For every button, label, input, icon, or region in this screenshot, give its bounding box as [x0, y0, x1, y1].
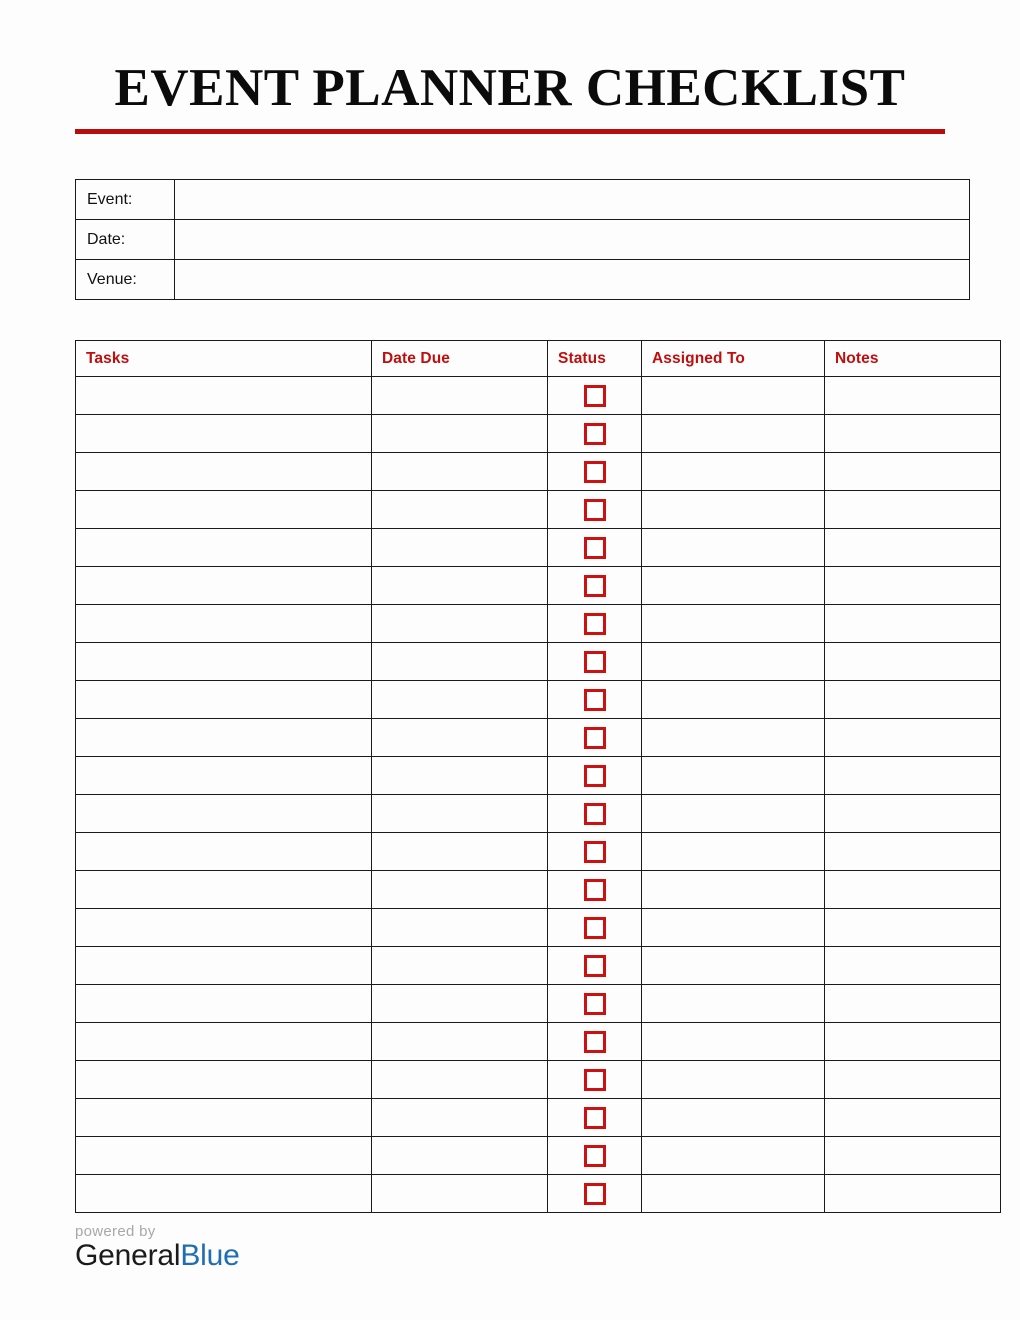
- page-title: EVENT PLANNER CHECKLIST: [114, 59, 906, 117]
- status-cell[interactable]: [548, 833, 642, 871]
- status-cell[interactable]: [548, 453, 642, 491]
- date-due-cell[interactable]: [372, 643, 548, 681]
- table-row: [76, 643, 1001, 681]
- notes-cell[interactable]: [825, 1137, 1001, 1175]
- date-due-cell[interactable]: [372, 795, 548, 833]
- task-cell[interactable]: [76, 377, 372, 415]
- table-row: [76, 795, 1001, 833]
- table-row: [76, 1137, 1001, 1175]
- task-cell[interactable]: [76, 909, 372, 947]
- status-checkbox[interactable]: [584, 499, 606, 521]
- date-due-cell[interactable]: [372, 529, 548, 567]
- status-checkbox[interactable]: [584, 917, 606, 939]
- column-header-status: Status: [548, 341, 642, 377]
- notes-cell[interactable]: [825, 909, 1001, 947]
- status-checkbox[interactable]: [584, 803, 606, 825]
- table-row: [76, 605, 1001, 643]
- date-due-cell[interactable]: [372, 567, 548, 605]
- notes-cell[interactable]: [825, 453, 1001, 491]
- assigned-to-cell[interactable]: [642, 377, 825, 415]
- status-checkbox[interactable]: [584, 651, 606, 673]
- status-checkbox[interactable]: [584, 841, 606, 863]
- task-cell[interactable]: [76, 1175, 372, 1213]
- date-due-cell[interactable]: [372, 1099, 548, 1137]
- status-cell[interactable]: [548, 377, 642, 415]
- title-block: [75, 0, 945, 134]
- task-cell[interactable]: [76, 1061, 372, 1099]
- task-cell[interactable]: [76, 1023, 372, 1061]
- status-cell[interactable]: [548, 719, 642, 757]
- notes-cell[interactable]: [825, 757, 1001, 795]
- notes-cell[interactable]: [825, 529, 1001, 567]
- task-cell[interactable]: [76, 1099, 372, 1137]
- brand-name-secondary: Blue: [180, 1239, 240, 1272]
- task-cell[interactable]: [76, 491, 372, 529]
- checklist-table: [75, 340, 1001, 1213]
- assigned-to-cell[interactable]: [642, 985, 825, 1023]
- table-row: [76, 909, 1001, 947]
- table-row: [76, 947, 1001, 985]
- status-checkbox[interactable]: [584, 1107, 606, 1129]
- assigned-to-cell[interactable]: [642, 757, 825, 795]
- date-due-cell[interactable]: [372, 909, 548, 947]
- status-cell[interactable]: [548, 795, 642, 833]
- status-checkbox[interactable]: [584, 765, 606, 787]
- task-cell[interactable]: [76, 947, 372, 985]
- table-row: [76, 491, 1001, 529]
- status-cell[interactable]: [548, 1023, 642, 1061]
- status-checkbox[interactable]: [584, 613, 606, 635]
- notes-cell[interactable]: [825, 491, 1001, 529]
- status-checkbox[interactable]: [584, 727, 606, 749]
- task-cell[interactable]: [76, 871, 372, 909]
- event-info-label: Venue:: [76, 260, 175, 300]
- assigned-to-cell[interactable]: [642, 491, 825, 529]
- notes-cell[interactable]: [825, 947, 1001, 985]
- notes-cell[interactable]: [825, 985, 1001, 1023]
- event-info-row: [76, 180, 970, 220]
- status-cell[interactable]: [548, 909, 642, 947]
- date-due-cell[interactable]: [372, 491, 548, 529]
- date-due-cell[interactable]: [372, 605, 548, 643]
- assigned-to-cell[interactable]: [642, 453, 825, 491]
- date-due-cell[interactable]: [372, 871, 548, 909]
- table-row: [76, 681, 1001, 719]
- status-cell[interactable]: [548, 605, 642, 643]
- event-info-label: Date:: [76, 220, 175, 260]
- status-checkbox[interactable]: [584, 575, 606, 597]
- status-cell[interactable]: [548, 415, 642, 453]
- powered-by-label: powered by: [75, 1223, 156, 1240]
- task-cell[interactable]: [76, 529, 372, 567]
- date-due-cell[interactable]: [372, 833, 548, 871]
- status-cell[interactable]: [548, 1061, 642, 1099]
- assigned-to-cell[interactable]: [642, 643, 825, 681]
- status-checkbox[interactable]: [584, 1069, 606, 1091]
- date-due-cell[interactable]: [372, 681, 548, 719]
- task-cell[interactable]: [76, 833, 372, 871]
- status-cell[interactable]: [548, 947, 642, 985]
- brand-name-primary: General: [75, 1239, 181, 1272]
- assigned-to-cell[interactable]: [642, 681, 825, 719]
- notes-cell[interactable]: [825, 719, 1001, 757]
- task-cell[interactable]: [76, 415, 372, 453]
- date-due-cell[interactable]: [372, 719, 548, 757]
- status-checkbox[interactable]: [584, 955, 606, 977]
- notes-cell[interactable]: [825, 1061, 1001, 1099]
- table-row: [76, 529, 1001, 567]
- event-info-row: [76, 260, 970, 300]
- assigned-to-cell[interactable]: [642, 529, 825, 567]
- column-header-date-due: Date Due: [372, 341, 548, 377]
- assigned-to-cell[interactable]: [642, 833, 825, 871]
- status-checkbox[interactable]: [584, 689, 606, 711]
- column-header-assigned-to: Assigned To: [642, 341, 825, 377]
- event-info-table: [75, 179, 970, 300]
- table-row: [76, 1175, 1001, 1213]
- status-cell[interactable]: [548, 871, 642, 909]
- status-cell[interactable]: [548, 1099, 642, 1137]
- table-row: [76, 567, 1001, 605]
- table-row: [76, 377, 1001, 415]
- task-cell[interactable]: [76, 643, 372, 681]
- table-row: [76, 1061, 1001, 1099]
- task-cell[interactable]: [76, 795, 372, 833]
- status-checkbox[interactable]: [584, 537, 606, 559]
- table-row: [76, 1099, 1001, 1137]
- table-row: [76, 719, 1001, 757]
- checklist-header: [76, 341, 1001, 377]
- event-info-value-field[interactable]: [175, 260, 970, 300]
- table-row: [76, 833, 1001, 871]
- date-due-cell[interactable]: [372, 985, 548, 1023]
- notes-cell[interactable]: [825, 377, 1001, 415]
- status-cell[interactable]: [548, 529, 642, 567]
- brand-name: [75, 1241, 945, 1271]
- status-checkbox[interactable]: [584, 1145, 606, 1167]
- status-cell[interactable]: [548, 1137, 642, 1175]
- date-due-cell[interactable]: [372, 377, 548, 415]
- footer-logo: [75, 1224, 945, 1271]
- date-due-cell[interactable]: [372, 1023, 548, 1061]
- status-cell[interactable]: [548, 567, 642, 605]
- notes-cell[interactable]: [825, 1023, 1001, 1061]
- notes-cell[interactable]: [825, 1175, 1001, 1213]
- title-underline-rule: [75, 129, 945, 134]
- status-checkbox[interactable]: [584, 879, 606, 901]
- notes-cell[interactable]: [825, 415, 1001, 453]
- event-info-value-field[interactable]: [175, 180, 970, 220]
- date-due-cell[interactable]: [372, 947, 548, 985]
- table-row: [76, 871, 1001, 909]
- task-cell[interactable]: [76, 719, 372, 757]
- notes-cell[interactable]: [825, 605, 1001, 643]
- status-cell[interactable]: [548, 1175, 642, 1213]
- status-cell[interactable]: [548, 985, 642, 1023]
- column-header-notes: Notes: [825, 341, 1001, 377]
- table-row: [76, 985, 1001, 1023]
- assigned-to-cell[interactable]: [642, 1137, 825, 1175]
- assigned-to-cell[interactable]: [642, 909, 825, 947]
- event-info-body: [76, 180, 970, 300]
- status-cell[interactable]: [548, 491, 642, 529]
- notes-cell[interactable]: [825, 567, 1001, 605]
- task-cell[interactable]: [76, 453, 372, 491]
- status-cell[interactable]: [548, 643, 642, 681]
- assigned-to-cell[interactable]: [642, 1099, 825, 1137]
- checklist-header-row: [76, 341, 1001, 377]
- checklist-body: [76, 377, 1001, 1213]
- assigned-to-cell[interactable]: [642, 605, 825, 643]
- notes-cell[interactable]: [825, 833, 1001, 871]
- task-cell[interactable]: [76, 757, 372, 795]
- assigned-to-cell[interactable]: [642, 567, 825, 605]
- status-cell[interactable]: [548, 757, 642, 795]
- assigned-to-cell[interactable]: [642, 1175, 825, 1213]
- date-due-cell[interactable]: [372, 757, 548, 795]
- event-info-label: Event:: [76, 180, 175, 220]
- date-due-cell[interactable]: [372, 1175, 548, 1213]
- date-due-cell[interactable]: [372, 415, 548, 453]
- status-checkbox[interactable]: [584, 461, 606, 483]
- event-info-value-field[interactable]: [175, 220, 970, 260]
- status-cell[interactable]: [548, 681, 642, 719]
- assigned-to-cell[interactable]: [642, 871, 825, 909]
- notes-cell[interactable]: [825, 643, 1001, 681]
- task-cell[interactable]: [76, 567, 372, 605]
- task-cell[interactable]: [76, 1137, 372, 1175]
- task-cell[interactable]: [76, 681, 372, 719]
- table-row: [76, 757, 1001, 795]
- assigned-to-cell[interactable]: [642, 719, 825, 757]
- status-checkbox[interactable]: [584, 1183, 606, 1205]
- table-row: [76, 415, 1001, 453]
- date-due-cell[interactable]: [372, 1137, 548, 1175]
- event-info-row: [76, 220, 970, 260]
- status-checkbox[interactable]: [584, 385, 606, 407]
- status-checkbox[interactable]: [584, 423, 606, 445]
- assigned-to-cell[interactable]: [642, 795, 825, 833]
- assigned-to-cell[interactable]: [642, 1023, 825, 1061]
- assigned-to-cell[interactable]: [642, 1061, 825, 1099]
- task-cell[interactable]: [76, 985, 372, 1023]
- date-due-cell[interactable]: [372, 1061, 548, 1099]
- table-row: [76, 1023, 1001, 1061]
- task-cell[interactable]: [76, 605, 372, 643]
- notes-cell[interactable]: [825, 1099, 1001, 1137]
- status-checkbox[interactable]: [584, 1031, 606, 1053]
- date-due-cell[interactable]: [372, 453, 548, 491]
- notes-cell[interactable]: [825, 681, 1001, 719]
- notes-cell[interactable]: [825, 795, 1001, 833]
- assigned-to-cell[interactable]: [642, 947, 825, 985]
- status-checkbox[interactable]: [584, 993, 606, 1015]
- column-header-tasks: Tasks: [76, 341, 372, 377]
- assigned-to-cell[interactable]: [642, 415, 825, 453]
- table-row: [76, 453, 1001, 491]
- notes-cell[interactable]: [825, 871, 1001, 909]
